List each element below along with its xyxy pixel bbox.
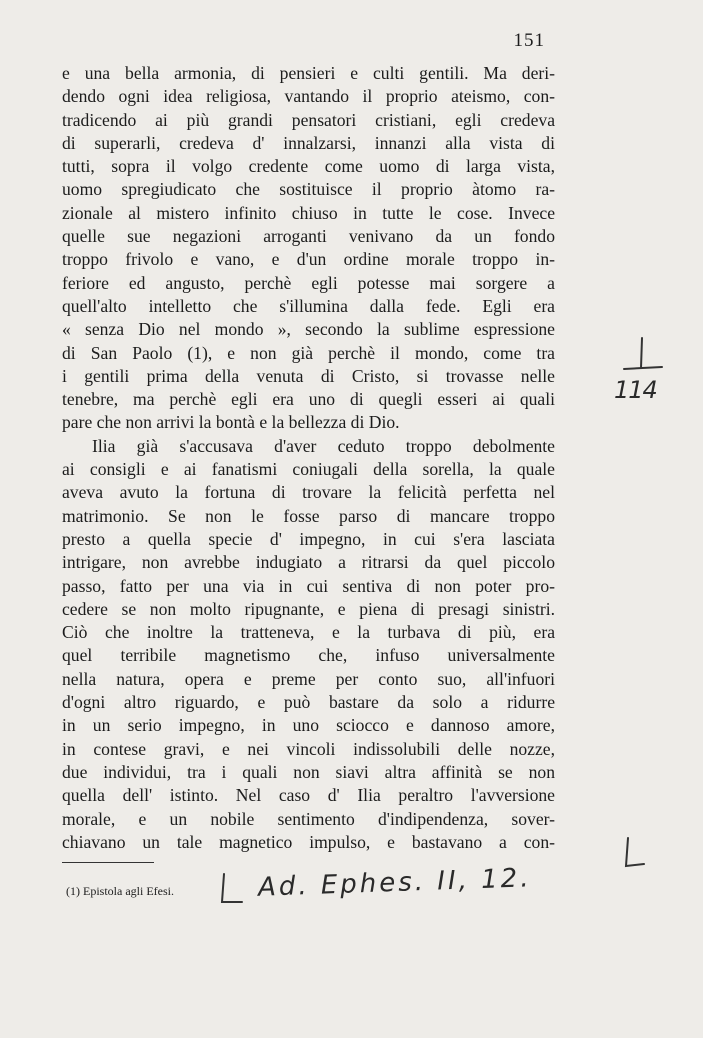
text-line: tradicendo ai più grandi pensatori cristiani, egli credeva bbox=[62, 109, 555, 130]
text-line-paragraph-start: Ilia già s'accusava d'aver ceduto troppo debolmente bbox=[92, 435, 555, 456]
text-line: zionale al mistero infinito chiuso in tutte le cose. Invece bbox=[62, 202, 555, 223]
text-line: e una bella armonia, di pensieri e culti gentili. Ma deri- bbox=[62, 63, 555, 83]
text-line: tutti, sopra il volgo credente come uomo di larga vista, bbox=[62, 156, 555, 177]
text-line: in un serio impegno, in uno sciocco e dannoso amore, bbox=[62, 715, 555, 736]
page-number: 151 bbox=[513, 30, 545, 51]
handwritten-margin-number: 114 bbox=[614, 376, 657, 404]
text-line: nella natura, opera e preme per conto suo, all'infuori bbox=[62, 668, 555, 689]
text-line: due individui, tra i quali non siavi altra affinità se non bbox=[62, 761, 555, 782]
text-line: morale, e un nobile sentimento d'indipendenza, sover- bbox=[62, 808, 555, 829]
text-line: d'ogni altro riguardo, e può bastare da solo a ridurre bbox=[62, 692, 555, 713]
handwritten-reference: Ad. Ephes. II, 12. bbox=[257, 863, 532, 903]
text-line: tenebre, ma perchè egli era uno di quegli esseri ai quali bbox=[62, 389, 555, 410]
text-line: aveva avuto la fortuna di trovare la felicità perfetta nel bbox=[62, 482, 555, 503]
margin-pencil-mark-bottom bbox=[610, 834, 650, 879]
text-line: feriore ed angusto, perchè egli potesse mai sorgere a bbox=[62, 272, 555, 293]
body-text bbox=[62, 62, 555, 854]
text-line: quella dell' istinto. Nel caso d' Ilia peraltro l'avversione bbox=[62, 785, 555, 806]
text-line: ai consigli e ai fanatismi coniugali della sorella, la quale bbox=[62, 459, 555, 480]
footnote: (1) Epistola agli Efesi. bbox=[66, 884, 174, 898]
text-line: quell'alto intelletto che s'illumina dalla fede. Egli era bbox=[62, 295, 555, 316]
footnote-rule bbox=[62, 862, 154, 863]
text-line: cedere se non molto ripugnante, e piena di presagi sinistri. bbox=[62, 598, 555, 619]
text-line: in contese gravi, e nei vincoli indissolubili delle nozze, bbox=[62, 738, 555, 759]
text-line: passo, fatto per una via in cui sentiva di non poter pro- bbox=[62, 575, 555, 596]
text-line: dendo ogni idea religiosa, vantando il proprio ateismo, con- bbox=[62, 86, 555, 107]
text-line: quel terribile magnetismo che, infuso universalmente bbox=[62, 645, 555, 666]
text-line: « senza Dio nel mondo », secondo la sublime espressione bbox=[62, 319, 555, 340]
text-line: Ciò che inoltre la tratteneva, e la turbava di più, era bbox=[62, 622, 555, 643]
text-line-paragraph-end: pare che non arrivi la bontà e la bellezza di Dio. bbox=[62, 412, 400, 433]
text-line: uomo spregiudicato che sostituisce il proprio àtomo ra- bbox=[62, 179, 555, 200]
text-line: quelle sue negazioni arroganti venivano da un fondo bbox=[62, 226, 555, 247]
text-line: matrimonio. Se non le fosse parso di mancare troppo bbox=[62, 505, 555, 526]
pencil-bracket-mark bbox=[216, 872, 244, 911]
text-line: di superarli, credeva d' innalzarsi, innanzi alla vista di bbox=[62, 132, 555, 153]
text-line: troppo frivolo e vano, e d'un ordine morale troppo in- bbox=[62, 249, 555, 270]
text-line: chiavano un tale magnetico impulso, e bastavano a con- bbox=[62, 831, 555, 852]
text-line: intrigare, non avrebbe indugiato a ritrarsi da quel piccolo bbox=[62, 552, 555, 573]
text-line: presto a quella specie d' impegno, in cui s'era lasciata bbox=[62, 528, 555, 549]
text-line: i gentili prima della venuta di Cristo, si trovasse nelle bbox=[62, 365, 555, 386]
text-line: di San Paolo (1), e non già perchè il mondo, come tra bbox=[62, 342, 555, 363]
margin-pencil-mark-top bbox=[616, 334, 666, 379]
